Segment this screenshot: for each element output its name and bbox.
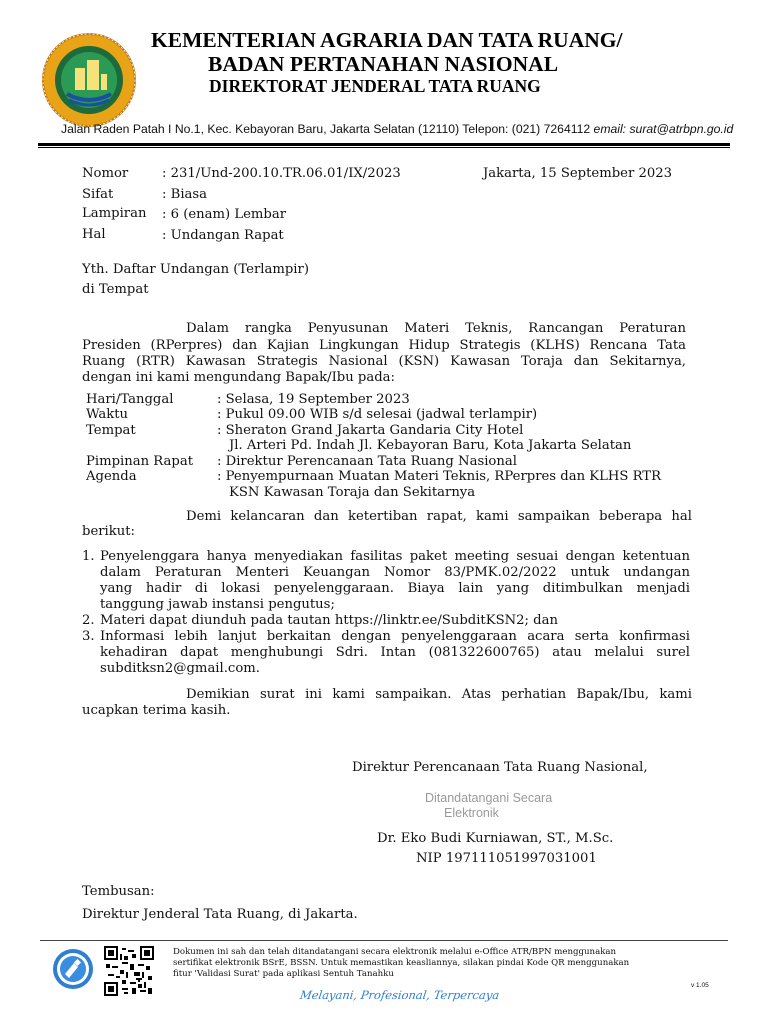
signatory-position: Direktur Perencanaan Tata Ruang Nasional, [352, 760, 648, 775]
signatory-name: Dr. Eko Budi Kurniawan, ST., M.Sc. [377, 831, 614, 846]
intro-line-1: Dalam rangka Penyusunan Materi Teknis, Rancangan Peraturan [186, 321, 686, 336]
sifat-label: Sifat [82, 187, 114, 202]
item-1-line-2: dalam Peraturan Menteri Keuangan Nomor 83/PMK.02/2022 untuk undangan [100, 565, 690, 580]
footer-note-line-1: Dokumen ini sah dan telah ditandatangani secara elektronik melalui e-Office ATR/BPN menggunakan [173, 947, 617, 957]
nomor-label: Nomor [82, 166, 129, 181]
header-rule [38, 143, 730, 146]
signatory-nip: NIP 197111051997031001 [416, 851, 597, 866]
waktu-label: Waktu [86, 407, 129, 422]
footer-note-line-3: fitur 'Validasi Surat' pada aplikasi Sentuh Tanahku [173, 969, 394, 979]
lampiran-label: Lampiran [82, 206, 147, 221]
closing-line-1: Demikian surat ini kami sampaikan. Atas perhatian Bapak/Ibu, kami [186, 687, 692, 702]
pimpinan-value: : Direktur Perencanaan Tata Ruang Nasional [217, 454, 517, 469]
addressee-line-1: Yth. Daftar Undangan (Terlampir) [82, 262, 309, 277]
item-1-line-3: yang hadir di lokasi penyelenggaraan. Biaya lain yang ditimbulkan menjadi [100, 581, 690, 596]
tempat-label: Tempat [86, 423, 136, 438]
intro-line-4: dengan ini kami mengundang Bapak/Ibu pada: [82, 370, 395, 385]
item-1-number: 1. [82, 549, 95, 564]
item-3-number: 3. [82, 629, 95, 644]
ministry-logo [39, 30, 139, 130]
footer-motto: Melayani, Profesional, Terpercaya [299, 988, 501, 1002]
hari-value: : Selasa, 19 September 2023 [217, 392, 410, 407]
hal-label: Hal [82, 227, 106, 242]
nomor-value: : 231/Und-200.10.TR.06.01/IX/2023 [162, 166, 401, 181]
footer-note-line-2: sertifikat elektronik BSrE, BSSN. Untuk memastikan keasliannya, silakan pindai Kode QR menggunakan [173, 958, 630, 968]
letterhead-title-2: BADAN PERTANAHAN NASIONAL [208, 52, 559, 76]
agenda-label: Agenda [86, 469, 137, 484]
e-signature-line-1: Ditandatangani Secara [425, 791, 553, 805]
qr-code [104, 946, 154, 996]
intro-line-3: Ruang (RTR) Kawasan Strategis Nasional (KSN) Kawasan Toraja dan Sekitarnya, [82, 354, 686, 369]
e-signature-line-2: Elektronik [444, 806, 499, 820]
item-3-line-1: Informasi lebih lanjut berkaitan dengan penyelenggaraan acara serta konfirmasi [100, 629, 690, 644]
validation-app-icon [52, 948, 94, 990]
letterhead-title-1: KEMENTERIAN AGRARIA DAN TATA RUANG/ [151, 28, 623, 52]
place-date: Jakarta, 15 September 2023 [483, 166, 673, 181]
footer-version: v 1.05 [691, 982, 709, 989]
item-1-line-4: tanggung jawab instansi pengutus; [100, 597, 335, 612]
demi-line-1: Demi kelancaran dan ketertiban rapat, kami sampaikan beberapa hal [186, 509, 692, 524]
letterhead-title-3: DIREKTORAT JENDERAL TATA RUANG [209, 76, 541, 96]
intro-line-2: Presiden (RPerpres) dan Kajian Lingkungan Hidup Strategis (KLHS) Rencana Tata [82, 338, 686, 353]
closing-line-2: ucapkan terima kasih. [82, 703, 231, 718]
waktu-value: : Pukul 09.00 WIB s/d selesai (jadwal terlampir) [217, 407, 538, 422]
agenda-value-2: KSN Kawasan Toraja dan Sekitarnya [229, 485, 476, 500]
email-text: email: surat@atrbpn.go.id [593, 122, 734, 136]
addressee-line-2: di Tempat [82, 282, 149, 297]
tembusan-label: Tembusan: [82, 884, 155, 899]
item-1-line-1: Penyelenggara hanya menyediakan fasilitas paket meeting sesuai dengan ketentuan [100, 549, 690, 564]
header-rule-thin [38, 147, 730, 148]
item-3-line-2: kehadiran dapat menghubungi Sdri. Intan (081322600765) atau melalui surel [100, 645, 690, 660]
sifat-value: : Biasa [162, 187, 208, 202]
pimpinan-label: Pimpinan Rapat [86, 454, 193, 469]
tempat-value-2: Jl. Arteri Pd. Indah Jl. Kebayoran Baru, Kota Jakarta Selatan [229, 438, 632, 453]
letterhead-address [61, 122, 733, 136]
address-text: Jalan Raden Patah I No.1, Kec. Kebayoran Baru, Jakarta Selatan (12110) Telepon: (021) 7264112 [61, 122, 591, 136]
hari-label: Hari/Tanggal [86, 392, 174, 407]
hal-value: : Undangan Rapat [162, 228, 284, 243]
item-3-line-3: subditksn2@gmail.com. [100, 661, 260, 676]
lampiran-value: : 6 (enam) Lembar [162, 207, 287, 222]
tempat-value: : Sheraton Grand Jakarta Gandaria City Hotel [217, 423, 524, 438]
tembusan-line-1: Direktur Jenderal Tata Ruang, di Jakarta. [82, 907, 358, 922]
agenda-value: : Penyempurnaan Muatan Materi Teknis, RPerpres dan KLHS RTR [217, 469, 662, 484]
item-2-number: 2. [82, 613, 95, 628]
demi-line-2: berikut: [82, 524, 135, 539]
item-2-line-1: Materi dapat diunduh pada tautan https://linktr.ee/SubditKSN2; dan [100, 613, 558, 628]
footer-rule [40, 940, 728, 941]
